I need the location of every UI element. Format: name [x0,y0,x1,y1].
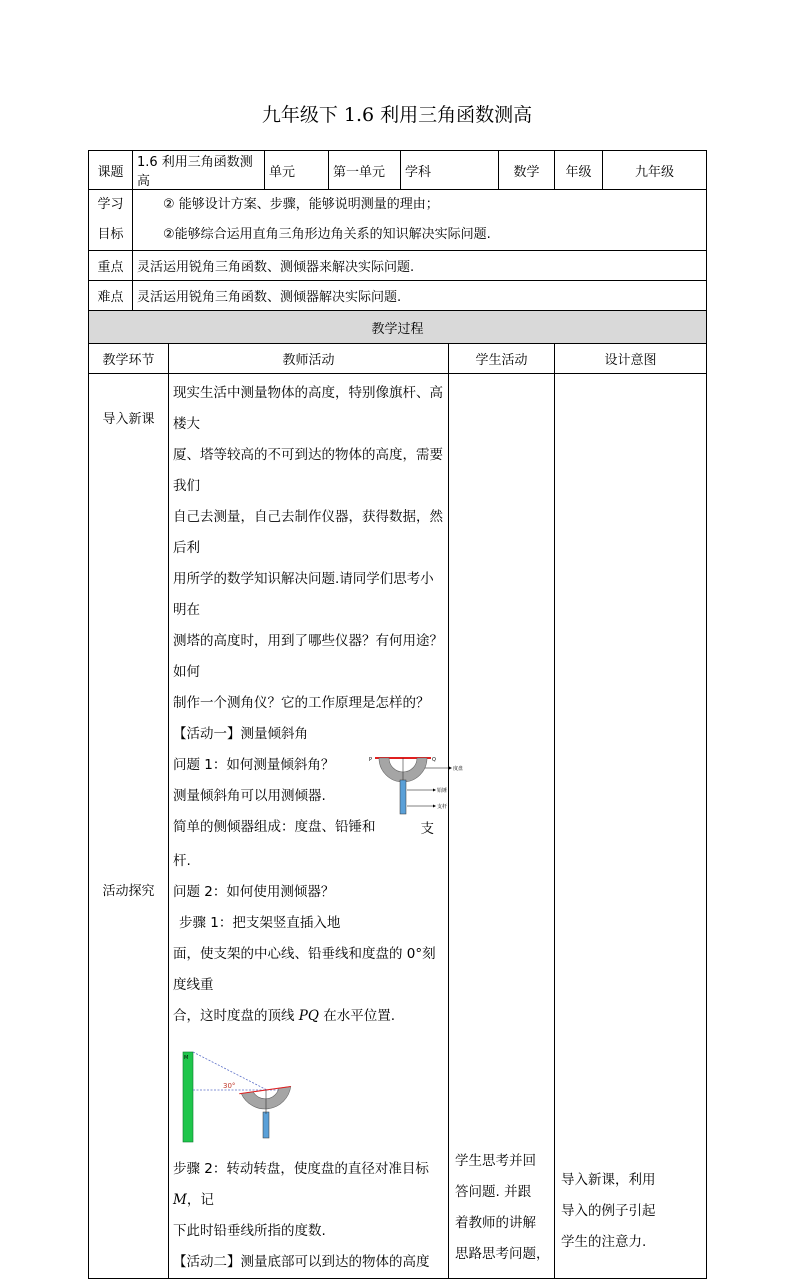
goal-line-2: ②能够综合运用直角三角形边角关系的知识解决实际问题. [163,227,491,242]
question-2: 问题 2：如何使用测倾器？ [173,884,335,900]
label-pole: 支杆 [437,804,448,810]
stage-cell [89,374,169,1279]
course-label: 课题 [89,151,133,190]
intro-line-4: 用所学的数学知识解决问题.请同学们思考小明在 [173,571,434,618]
column-header-row [89,344,707,374]
arrow-plumb-head [433,789,436,792]
intro-line-3: 自己去测量，自己去制作仪器，获得数据，然后利 [173,509,443,556]
label-plumb: 铅锤 [437,788,448,794]
col-teacher: 教师活动 [169,344,449,374]
step-2-line-1: 步骤 2：转动转盘，使度盘的直径对准目标 M，记 [173,1161,429,1208]
intro-line-2: 厦、塔等较高的不可到达的物体的高度，需要我们 [173,447,443,494]
activity-1-heading: 【活动一】测量倾斜角 [173,726,308,742]
label-m: M [184,1055,189,1061]
col-student: 学生活动 [449,344,555,374]
page-title: 九年级下 1.6 利用三角函数测高 [261,104,533,126]
instrument-block [173,750,464,846]
goals-content [133,190,707,251]
question-1: 问题 1：如何测量倾斜角？ [173,757,335,773]
design-line-2: 导入的例子引起 [561,1203,656,1219]
intro-line-6: 制作一个测角仪？它的工作原理是怎样的？ [173,695,430,711]
goals-row [89,190,707,251]
intro-line-5: 测塔的高度时，用到了哪些仪器？有何用途？如何 [173,633,443,680]
process-header-row [89,311,707,344]
goals-label-line1: 学习 [97,197,124,212]
step-1-line-3: 合，这时度盘的顶线 PQ 在水平位置. [173,1008,396,1024]
difficulty-label: 难点 [89,281,133,311]
tower [183,1052,193,1142]
subject-value: 数学 [499,151,555,190]
angle-label: 30° [223,1082,236,1090]
grade-label: 年级 [555,151,603,190]
answer-1: 测量倾斜角可以用测倾器. [173,788,326,804]
col-design: 设计意图 [555,344,707,374]
goal-line-1: ② 能够设计方案、步骤，能够说明测量的理由； [163,197,439,212]
design-intent [555,374,707,1279]
step-1-line-1: 步骤 1：把支架竖直插入地 [179,915,341,931]
unit-label: 单元 [265,151,329,190]
key-point-row [89,251,707,281]
difficulty-row [89,281,707,311]
student-line-1: 学生思考并回 [455,1153,536,1169]
step-2-line-2: 下此时铅垂线所指的度数. [173,1223,326,1239]
grade-value: 九年级 [603,151,707,190]
student-line-3: 着教师的讲解 [455,1215,536,1231]
label-q: Q [432,757,436,763]
activity-2-heading: 【活动二】测量底部可以到达的物体的高度 [173,1254,430,1270]
design-line-1: 导入新课，利用 [561,1172,656,1188]
label-dial: 度盘 [453,766,464,772]
subject-label: 学科 [401,151,499,190]
support-pole [400,780,406,814]
answer-2: 简单的侧倾器组成：度盘、铅锤和 [173,819,376,835]
step-1-line-2: 面，使支架的中心线、铅垂线和度盘的 0°刻度线重 [173,946,436,993]
difficulty-text: 灵活运用锐角三角函数、测倾器解决实际问题. [133,281,707,311]
stage-intro: 导入新课 [102,412,155,427]
course-value: 1.6 利用三角函数测高 [133,151,265,190]
lesson-table [88,150,707,1279]
goals-label [89,190,133,251]
key-point-label: 重点 [89,251,133,281]
pole-2 [263,1112,269,1138]
clinometer-figure [369,754,465,844]
support-end: 杆. [173,853,191,869]
col-stage: 教学环节 [89,344,169,374]
arrow-pole-head [433,805,436,808]
content-row [89,374,707,1279]
student-line-4: 思路思考问题， [455,1246,550,1262]
design-line-3: 学生的注意力. [561,1234,647,1250]
teacher-activity [169,374,464,1279]
goals-label-line2: 目标 [97,227,124,242]
stage-explore: 活动探究 [102,884,155,899]
support-char: 支 [420,821,434,837]
intro-line-1: 现实生活中测量物体的高度，特别像旗杆、高楼大 [173,385,443,432]
measurement-figure [177,1046,307,1146]
key-point-text: 灵活运用锐角三角函数、测倾器来解决实际问题. [133,251,707,281]
arrow-dial-head [449,767,452,770]
info-row [89,151,707,190]
unit-value: 第一单元 [329,151,401,190]
student-line-2: 答问题. 并跟 [455,1184,532,1200]
label-p: P [369,757,373,763]
process-header: 教学过程 [89,311,707,344]
